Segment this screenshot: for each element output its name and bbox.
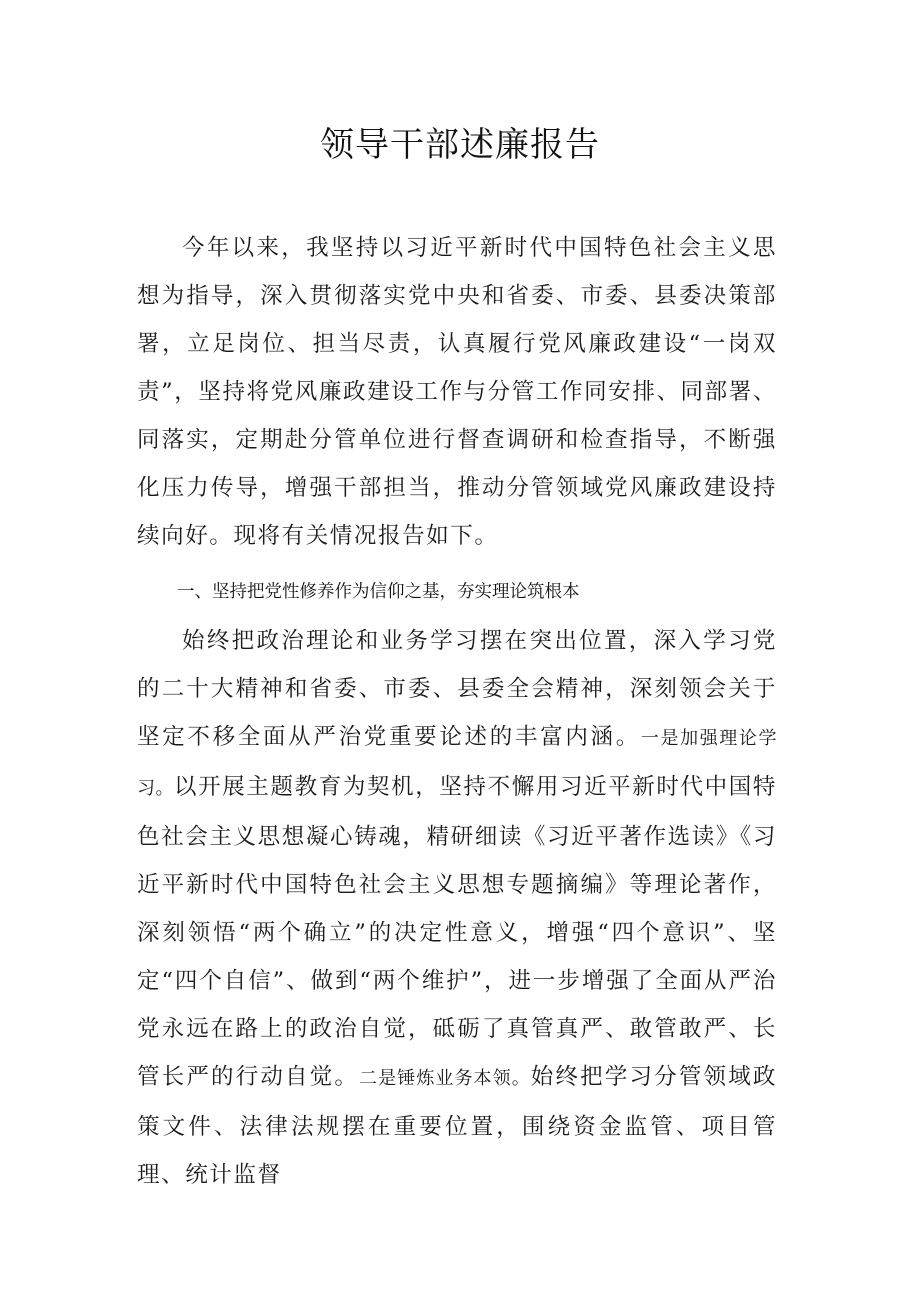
section-paragraph [137,617,777,1199]
intro-paragraph: 今年以来，我坚持以习近平新时代中国特色社会主义思想为指导，深入贯彻落实党中央和省委、市委、县委决策部署，立足岗位、担当尽责，认真履行党风廉政建设“一岗双责”，坚持将党风廉政建设工作与分管工作同安排、同部署、同落实，定期赴分管单位进行督查调研和检查指导，不断强化压力传导，增强干部担当，推动分管领域党风廉政建设持续向好。现将有关情况报告如下。 [137,235,777,549]
bold-lead-in: 一是加强理论学习。 [137,728,777,799]
section-heading: 一、坚持把党性修养作为信仰之基，夯实理论筑根本 [177,582,580,602]
bold-lead-in: 二是锤炼业务本领。 [359,1068,531,1089]
paragraph-text: 以开展主题教育为契机，坚持不懈用习近平新时代中国特色社会主义思想凝心铸魂，精研细读《习近平著作选读》《习近平新时代中国特色社会主义思想专题摘编》等理论著作，深刻领悟“两个确立”的决定性意义，增强“四个意识”、坚定“四个自信”、做到“两个维护”，进一步增强了全面从严治党永远在路上的政治自觉，砥砺了真管真严、敢管敢严、长管长严的行动自觉。 [137,774,777,1090]
paragraph-text: 始终把政治理论和业务学习摆在突出位置，深入学习党的二十大精神和省委、市委、县委全会精神，深刻领会关于坚定不移全面从严治党重要论述的丰富内涵。 [137,628,777,750]
document-title: 领导干部述廉报告 [320,125,600,165]
paragraph-text: 始终把学习分管领域政策文件、法律法规摆在重要位置，围绕资金监管、项目管理、统计监督 [137,1064,777,1188]
